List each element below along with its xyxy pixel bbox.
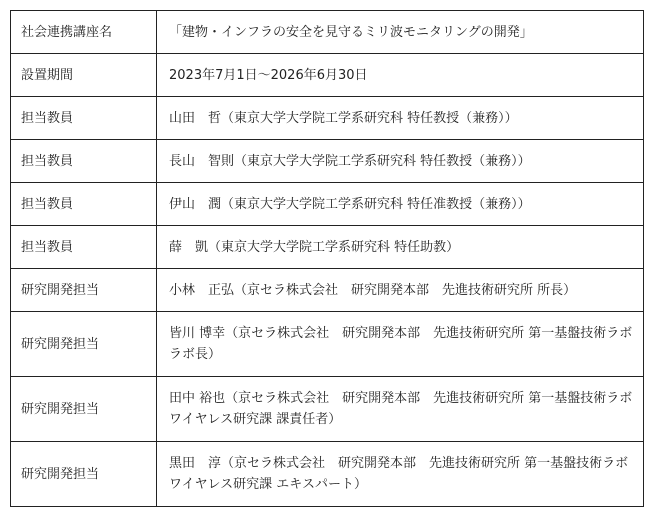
table-row [11,269,644,312]
row-label: 研究開発担当 [11,442,157,507]
row-label: 研究開発担当 [11,269,157,312]
row-value: 皆川 博幸（京セラ株式会社 研究開発本部 先進技術研究所 第一基盤技術ラボ ラボ長） [157,312,644,377]
row-label: 研究開発担当 [11,377,157,442]
table-row [11,97,644,140]
row-label: 設置期間 [11,54,157,97]
row-value: 長山 智則（東京大学大学院工学系研究科 特任教授（兼務）） [157,140,644,183]
row-label: 担当教員 [11,97,157,140]
table-row [11,442,644,507]
row-label: 担当教員 [11,183,157,226]
table-row [11,312,644,377]
row-label: 担当教員 [11,226,157,269]
row-value: 小林 正弘（京セラ株式会社 研究開発本部 先進技術研究所 所長） [157,269,644,312]
row-value: 「建物・インフラの安全を見守るミリ波モニタリングの開発」 [157,11,644,54]
table-row [11,226,644,269]
table-row [11,11,644,54]
course-info-table [10,10,644,507]
row-value: 黒田 淳（京セラ株式会社 研究開発本部 先進技術研究所 第一基盤技術ラボ ワイヤレス研究課 エキスパート） [157,442,644,507]
row-value: 2023年7月1日～2026年6月30日 [157,54,644,97]
row-value: 薛 凱（東京大学大学院工学系研究科 特任助教） [157,226,644,269]
row-label: 社会連携講座名 [11,11,157,54]
row-value: 伊山 潤（東京大学大学院工学系研究科 特任准教授（兼務）） [157,183,644,226]
table-row [11,377,644,442]
row-label: 担当教員 [11,140,157,183]
table-row [11,183,644,226]
row-label: 研究開発担当 [11,312,157,377]
row-value: 山田 哲（東京大学大学院工学系研究科 特任教授（兼務）） [157,97,644,140]
row-value: 田中 裕也（京セラ株式会社 研究開発本部 先進技術研究所 第一基盤技術ラボ ワイヤレス研究課 課責任者） [157,377,644,442]
table-row [11,140,644,183]
table-row [11,54,644,97]
